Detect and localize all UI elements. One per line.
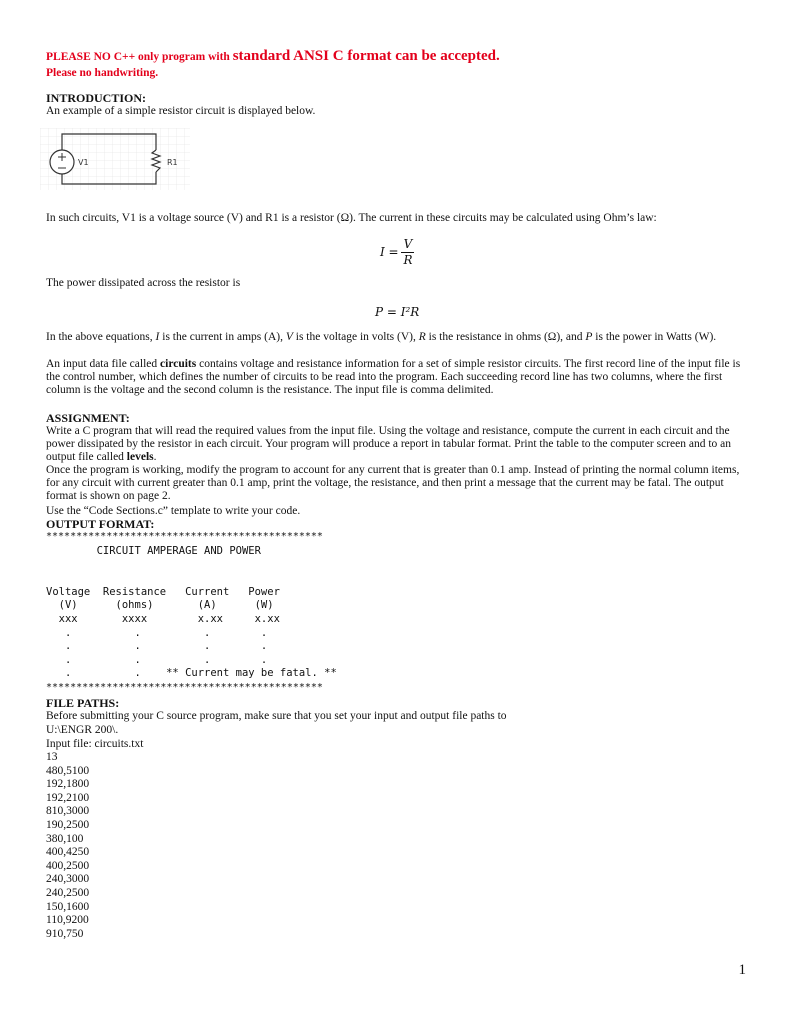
assignment-heading: ASSIGNMENT:	[46, 411, 130, 425]
file-paths-text: Before submitting your C source program, make sure that you set your input and output file paths to	[46, 710, 507, 722]
assignment-paragraph-1	[46, 425, 746, 465]
desc-part: is the power in Watts (W).	[592, 331, 717, 343]
levels-filename: levels	[126, 451, 154, 464]
desc-part: .	[153, 451, 157, 464]
var-i: I	[155, 331, 160, 343]
input-data-list	[46, 751, 89, 941]
input-data-line: 192,2100	[46, 791, 90, 804]
requirement-line-2: Please no handwriting.	[46, 67, 159, 79]
source-label: V1	[78, 158, 89, 167]
desc-part: contains voltage and resistance information for a set of simple resistor circuits. The first record line of the input file is the control number, which defines the number of circuits to be read into the program. Each succeeding record line has two columns, where the first column is the voltage and the second column is the resistance. The input file is comma delimited.	[46, 358, 741, 397]
input-data-line: 810,3000	[46, 805, 90, 818]
input-data-line: 910,750	[46, 927, 84, 940]
input-data-line: 400,4250	[46, 846, 90, 859]
circuits-filename: circuits	[160, 358, 197, 370]
desc-part: is the voltage in volts (V),	[292, 331, 419, 343]
equation-numerator: V	[403, 237, 413, 251]
assignment-paragraph-3: Use the “Code Sections.c” template to write your code.	[46, 505, 301, 517]
input-data-line: 240,2500	[46, 886, 90, 899]
input-data-line: 380,100	[46, 832, 84, 845]
voltage-source-symbol	[50, 150, 74, 174]
page-number: 1	[738, 962, 746, 978]
output-format-heading: OUTPUT FORMAT:	[46, 517, 155, 531]
desc-part: An input data file called	[46, 358, 161, 370]
requirement-small-text: PLEASE NO C++ only program with	[46, 51, 230, 63]
equation-denominator: R	[403, 253, 413, 267]
file-path: U:\ENGR 200\.	[46, 724, 119, 736]
requirement-line-1	[46, 48, 500, 65]
power-intro-text: The power dissipated across the resistor is	[46, 277, 241, 289]
var-r: R	[418, 331, 426, 343]
input-data-line: 110,9200	[46, 914, 89, 927]
input-data-line: 400,2500	[46, 859, 90, 872]
introduction-text: An example of a simple resistor circuit is displayed below.	[46, 105, 316, 117]
input-data-line: 480,5100	[46, 764, 90, 777]
input-file-description	[46, 358, 746, 398]
requirement-big-text: standard ANSI C format can be accepted.	[232, 48, 500, 64]
power-equation: P = I²R	[375, 305, 420, 319]
desc-part: is the current in amps (A),	[159, 331, 286, 343]
desc-part: Write a C program that will read the required values from the input file. Using the voltage and resistance, compute the current in each circuit and the power dissipated by the resistor in each circuit. Your program will produce a report in tabular format. Print the table to the computer screen and to an output file called	[46, 425, 732, 464]
desc-part: In the above equations,	[46, 331, 156, 343]
input-data-line: 190,2500	[46, 818, 90, 831]
desc-part: is the resistance in ohms (Ω), and	[425, 331, 586, 343]
input-file-name: Input file: circuits.txt	[46, 738, 144, 750]
equation-description	[46, 331, 716, 344]
input-data-line: 192,1800	[46, 778, 90, 791]
assignment-paragraph-2: Once the program is working, modify the program to account for any current that is greater than 0.1 amp. Instead of printing the normal column items, for any circuit with current greater than 0.1 amp, print the voltage, the resistance, and then print a message that the current may be fatal. The output format is shown on page 2.	[46, 464, 740, 503]
equation-lhs: I =	[380, 245, 399, 259]
resistor-label: R1	[167, 158, 178, 167]
introduction-heading: INTRODUCTION:	[46, 91, 147, 105]
output-format-sample: CIRCUIT AMPERAGE AND POWER Voltage Resistance Current Power (V) (ohms) (A) (W) xxx xxxx x.xx x.xx . . . . . . . . . . . . . . ** Current may be fatal. **	[46, 545, 337, 680]
ohm-intro-text: In such circuits, V1 is a voltage source (V) and R1 is a resistor (Ω). The current in these circuits may be calculated using Ohm’s law:	[46, 212, 657, 224]
input-data-line: 150,1600	[46, 900, 90, 913]
input-data-line: 240,3000	[46, 873, 90, 886]
var-p: P	[585, 331, 593, 343]
var-v: V	[285, 331, 293, 343]
stars-bottom: **********************************************	[46, 682, 323, 693]
stars-top: **********************************************	[46, 531, 323, 542]
file-paths-heading: FILE PATHS:	[46, 696, 120, 710]
input-data-line: 13	[46, 751, 58, 763]
circuit-diagram	[40, 128, 190, 190]
